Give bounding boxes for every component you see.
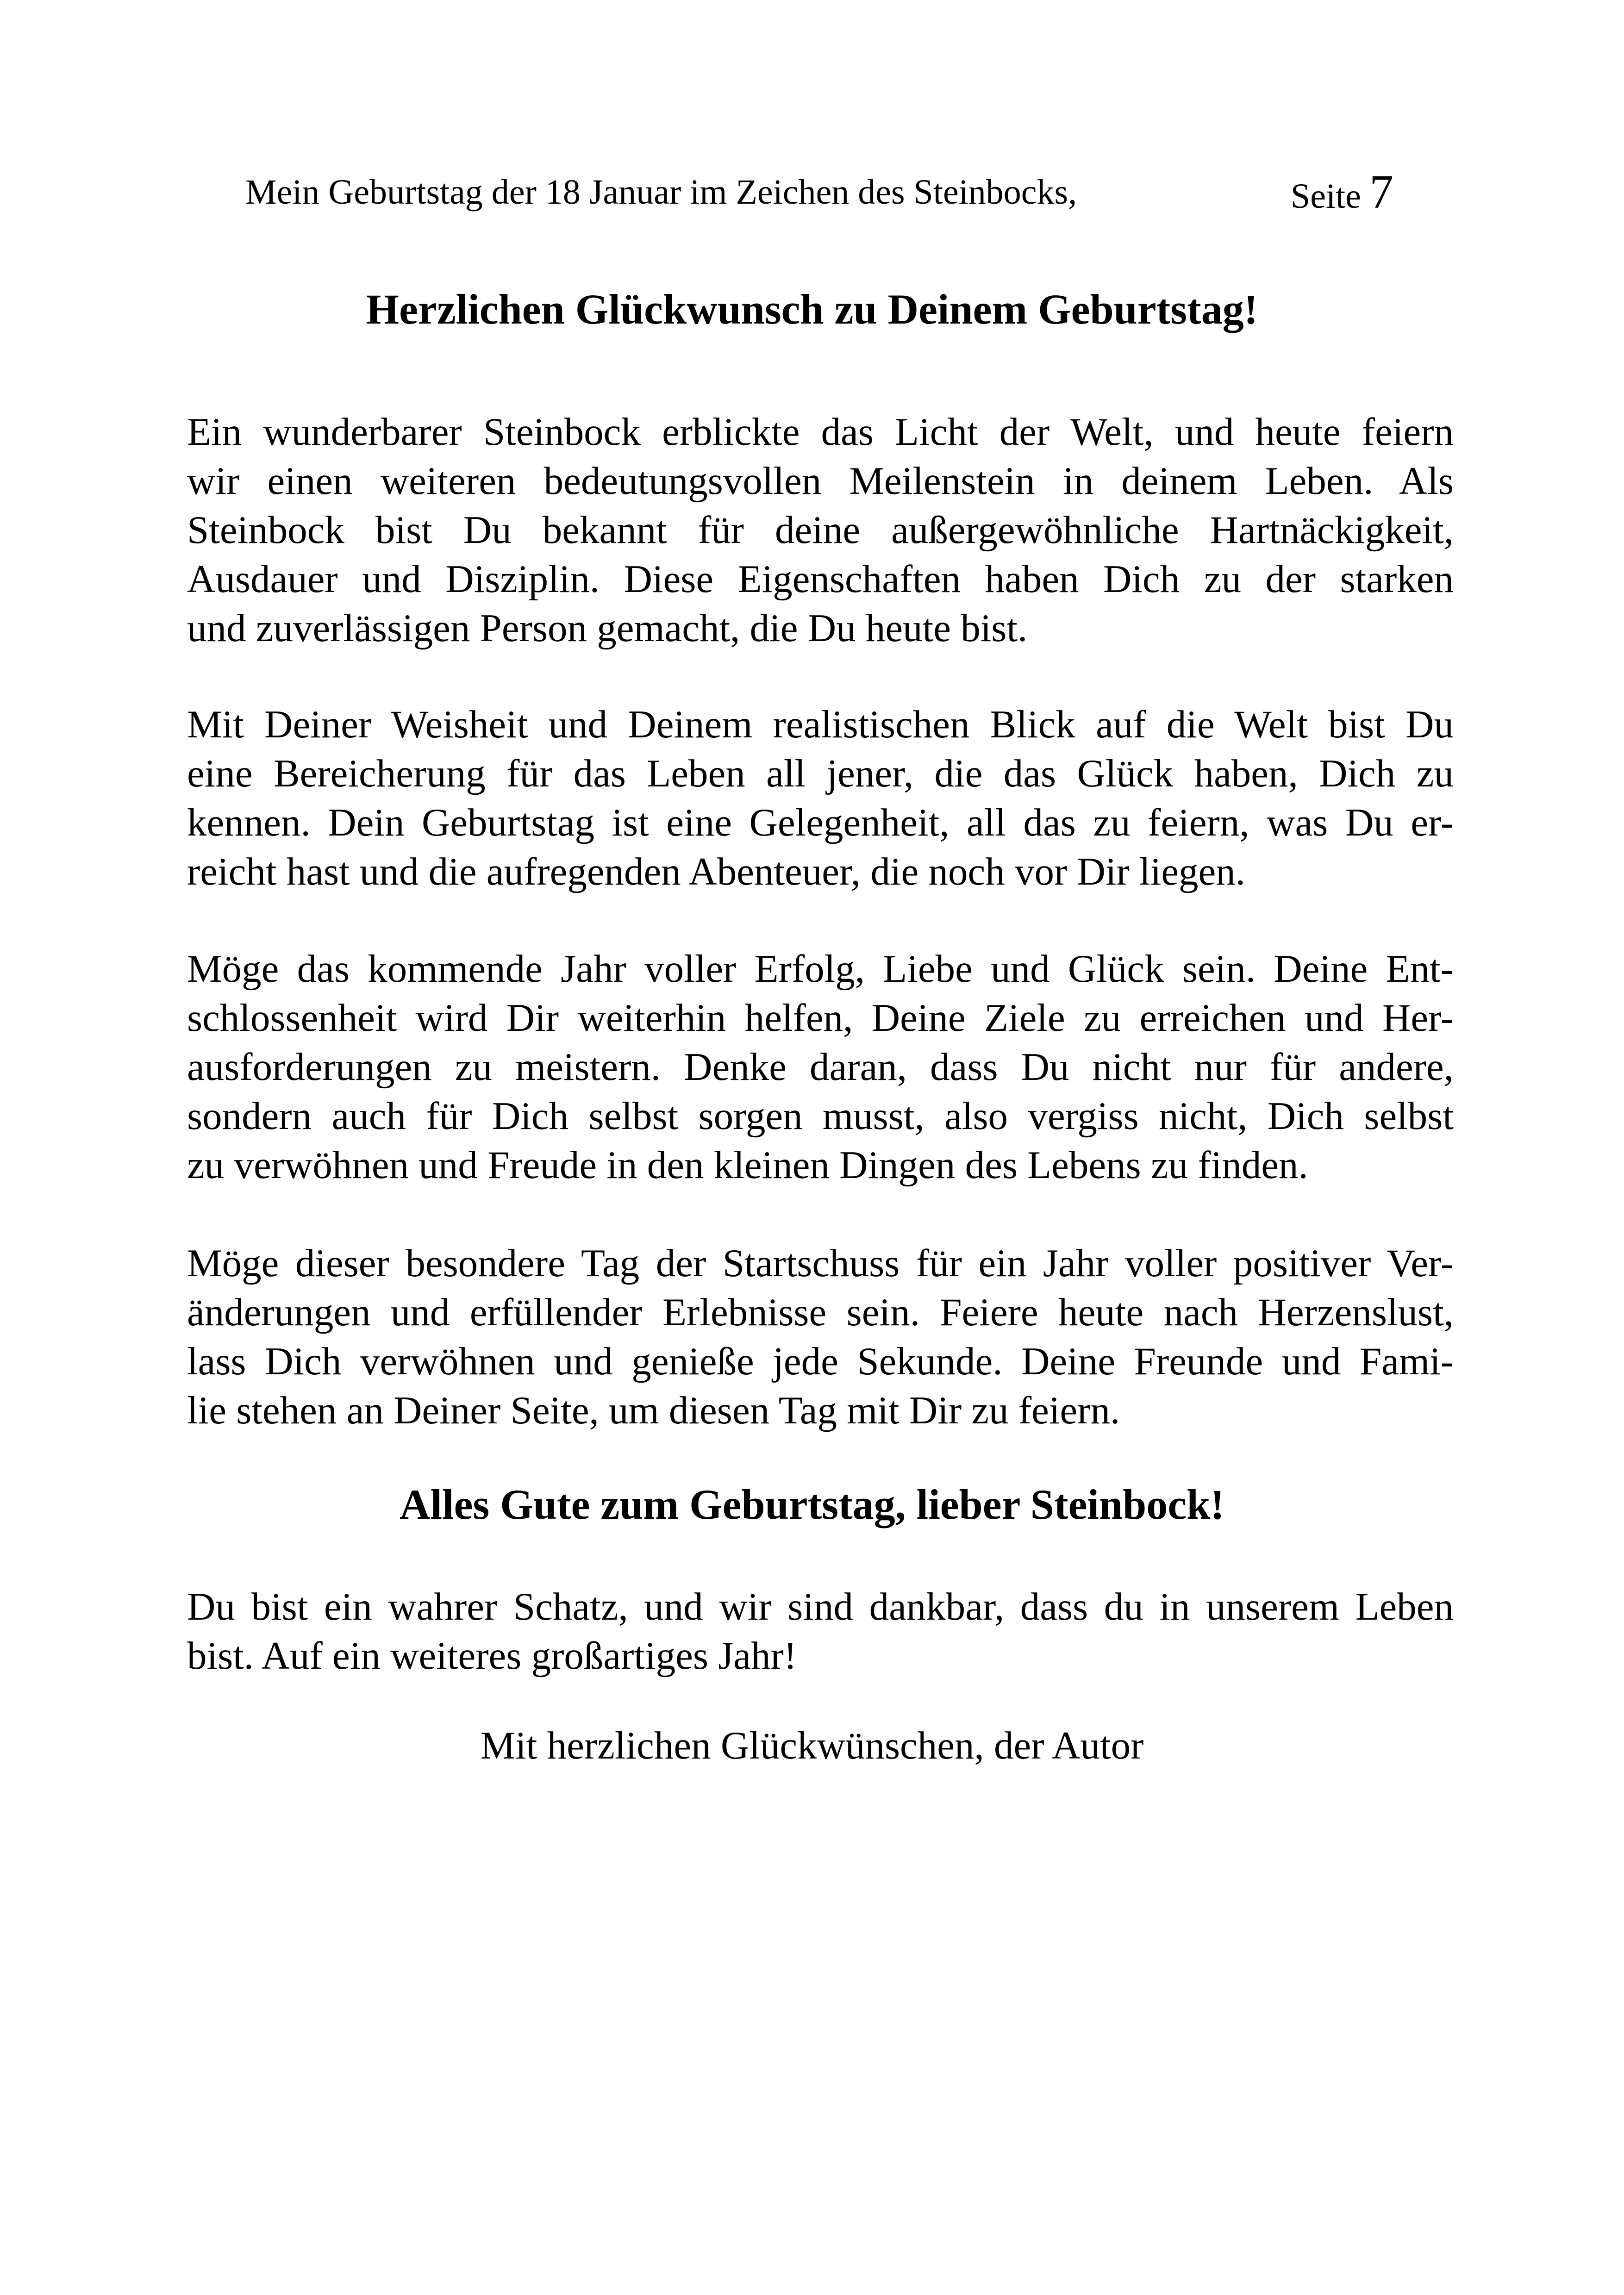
- paragraph-line: bist. Auf ein weiteres großartiges Jahr!: [187, 1634, 797, 1678]
- paragraph-line: Steinbock bist Du bekannt für deine außergewöhnliche Hartnäckigkeit,: [187, 508, 1454, 552]
- paragraph-line: Ein wunderbarer Steinbock erblickte das Licht der Welt, und heute feiern: [187, 410, 1454, 454]
- header-title: Mein Geburtstag der 18 Januar im Zeichen des Steinbocks,: [245, 173, 1077, 212]
- page-label: Seite: [1291, 177, 1361, 216]
- paragraph-1: [187, 407, 1454, 653]
- closing-paragraph: [187, 1582, 1454, 1680]
- paragraph-line: kennen. Dein Geburtstag ist eine Gelegenheit, all das zu feiern, was Du er-: [187, 801, 1454, 844]
- running-header: [245, 167, 1393, 218]
- paragraph-line: Möge das kommende Jahr voller Erfolg, Liebe und Glück sein. Deine Ent-: [187, 947, 1454, 991]
- paragraph-line: Ausdauer und Disziplin. Diese Eigenschaften haben Dich zu der starken: [187, 557, 1454, 601]
- paragraph-line: Mit Deiner Weisheit und Deinem realistischen Blick auf die Welt bist Du: [187, 703, 1454, 746]
- paragraph-line: lass Dich verwöhnen und genieße jede Sekunde. Deine Freunde und Fami-: [187, 1340, 1454, 1383]
- paragraph-line: reicht hast und die aufregenden Abenteuer, die noch vor Dir liegen.: [187, 850, 1246, 893]
- paragraph-line: ausforderungen zu meistern. Denke daran, dass Du nicht nur für andere,: [187, 1045, 1454, 1089]
- paragraph-4: [187, 1239, 1454, 1435]
- signoff: Mit herzlichen Glückwünschen, der Autor: [480, 1724, 1144, 1767]
- paragraph-line: zu verwöhnen und Freude in den kleinen Dingen des Lebens zu finden.: [187, 1143, 1308, 1187]
- page-number: 7: [1369, 165, 1393, 218]
- paragraph-line: sondern auch für Dich selbst sorgen musst, also vergiss nicht, Dich selbst: [187, 1094, 1454, 1138]
- paragraph-line: schlossenheit wird Dir weiterhin helfen, Deine Ziele zu erreichen und Her-: [187, 996, 1454, 1040]
- paragraph-line: wir einen weiteren bedeutungsvollen Meilenstein in deinem Leben. Als: [187, 459, 1454, 503]
- page-indicator: [1291, 167, 1393, 222]
- paragraph-2: [187, 700, 1454, 896]
- paragraph-3: [187, 944, 1454, 1190]
- paragraph-line: und zuverlässigen Person gemacht, die Du heute bist.: [187, 606, 1028, 650]
- paragraph-line: Möge dieser besondere Tag der Startschuss für ein Jahr voller positiver Ver-: [187, 1241, 1454, 1285]
- paragraph-line: lie stehen an Deiner Seite, um diesen Tag mit Dir zu feiern.: [187, 1389, 1120, 1432]
- paragraph-line: eine Bereicherung für das Leben all jener, die das Glück haben, Dich zu: [187, 752, 1454, 795]
- main-heading: Herzlichen Glückwunsch zu Deinem Geburtstag!: [366, 286, 1258, 333]
- paragraph-line: änderungen und erfüllender Erlebnisse sein. Feiere heute nach Herzenslust,: [187, 1291, 1454, 1334]
- closing-heading: Alles Gute zum Geburtstag, lieber Steinbock!: [400, 1481, 1224, 1528]
- paragraph-line: Du bist ein wahrer Schatz, und wir sind dankbar, dass du in unserem Leben: [187, 1585, 1454, 1628]
